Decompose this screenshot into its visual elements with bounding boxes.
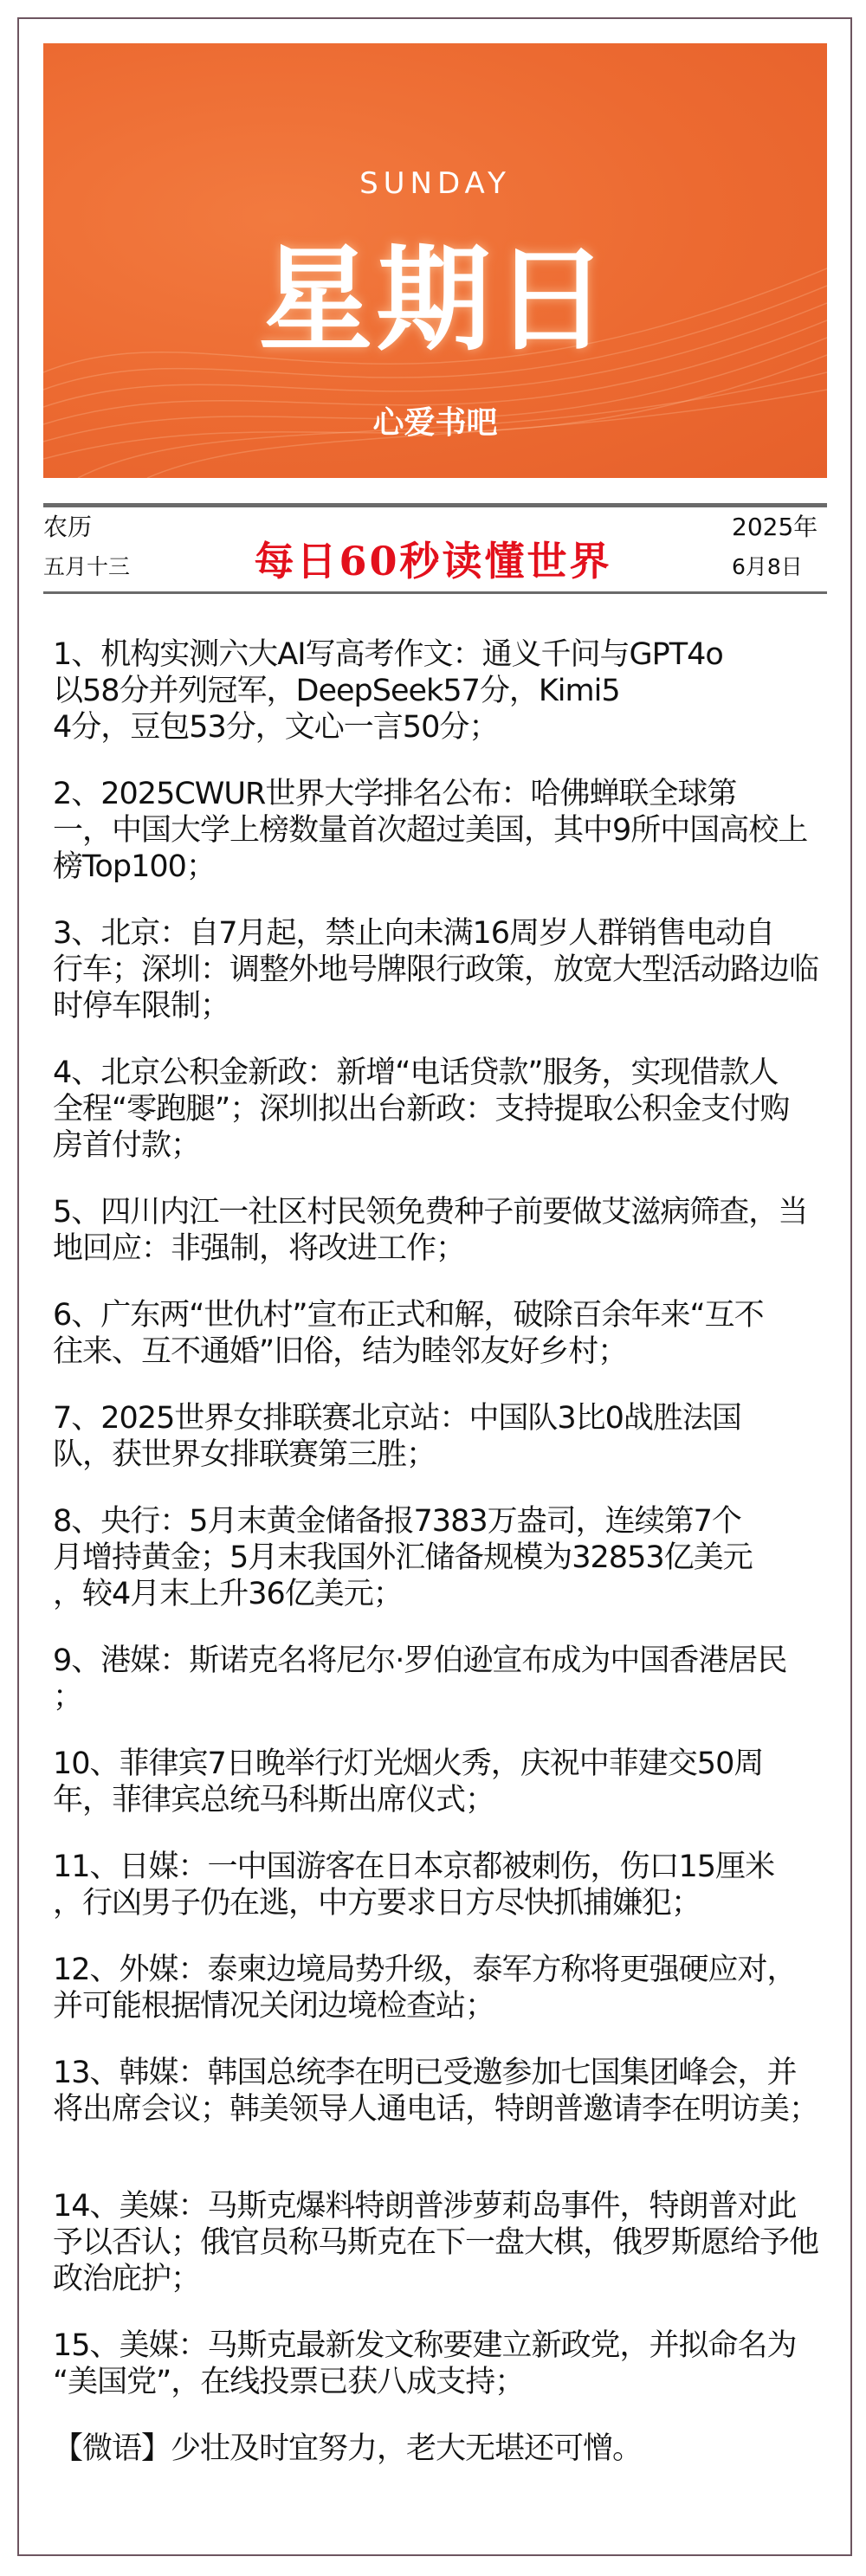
brand-name: 心爱书吧 (372, 405, 498, 441)
news-item-line: 11、日媒：一中国游客在日本京都被刺伤，伤口15厘米 (53, 1850, 775, 1884)
news-item-line: ，较4月末上升36亿美元； (53, 1577, 403, 1611)
news-item-line: 7、2025世界女排联赛北京站：中国队3比0战胜法国 (53, 1401, 741, 1436)
news-item-line: 并可能根据情况关闭边境检查站； (53, 1989, 495, 2024)
page-title: 每日60秒读懂世界 (254, 538, 612, 584)
news-item-line: 6、广东两“世仇村”宣布正式和解，破除百余年来“互不 (53, 1298, 764, 1333)
news-item (53, 2327, 850, 2400)
year-label: 2025年 (732, 513, 818, 541)
news-item-line: 时停车限制； (53, 989, 230, 1023)
news-item (53, 1503, 850, 1612)
news-item-line: ，行凶男子仍在逃，中方要求日方尽快抓捕嫌犯； (53, 1886, 701, 1921)
news-item (53, 1400, 850, 1473)
news-item (53, 636, 850, 746)
news-item-line: 一，中国大学上榜数量首次超过美国，其中9所中国高校上 (53, 813, 808, 848)
news-item (53, 1849, 850, 1921)
news-item-line: 13、韩媒：韩国总统李在明已受邀参加七国集团峰会，并 (53, 2056, 797, 2090)
news-item (53, 776, 850, 885)
news-item-line: 地回应：非强制，将改进工作； (53, 1231, 466, 1266)
news-list (53, 636, 850, 2467)
lunar-label: 农历 (43, 513, 93, 541)
news-item-line: “美国党”，在线投票已获八成支持； (53, 2365, 525, 2399)
news-item-line: 房首付款； (53, 1128, 201, 1163)
news-item-line: 往来、互不通婚”旧俗，结为睦邻友好乡村； (53, 1334, 628, 1369)
header-top-divider (43, 503, 827, 507)
news-item (53, 1952, 850, 2024)
news-item-line: 行车；深圳：调整外地号牌限行政策，放宽大型活动路边临 (53, 952, 819, 987)
news-item-line: 3、北京：自7月起，禁止向未满16周岁人群销售电动自 (53, 916, 775, 951)
daily-quote: 【微语】少壮及时宜努力，老大无堪还可憎。 (53, 2431, 643, 2466)
news-item-line: 14、美媒：马斯克爆料特朗普涉萝莉岛事件，特朗普对此 (53, 2189, 797, 2224)
news-item (53, 2055, 850, 2127)
news-item-line: 以58分并列冠军，DeepSeek57分，Kimi5 (53, 674, 620, 708)
news-item (53, 1643, 850, 1715)
weekday-chinese: 星期日 (258, 233, 612, 367)
news-item-line: 予以否认；俄官员称马斯克在下一盘大棋，俄罗斯愿给予他 (53, 2225, 819, 2260)
news-item (53, 1746, 850, 1818)
header-banner (43, 43, 827, 478)
news-item (53, 1194, 850, 1267)
date-label: 6月8日 (732, 554, 803, 579)
news-item-line: 4分，豆包53分，文心一言50分； (53, 710, 499, 745)
header-bottom-divider (43, 591, 827, 594)
news-item-line: 1、机构实测六大AI写高考作文：通义千问与GPT4o (53, 637, 723, 672)
news-item-line: 5、四川内江一社区村民领免费种子前要做艾滋病筛查，当 (53, 1195, 808, 1230)
news-item-line: 10、菲律宾7日晚举行灯光烟火秀，庆祝中菲建交50周 (53, 1746, 764, 1781)
news-item-line: 年，菲律宾总统马科斯出席仪式； (53, 1783, 495, 1817)
news-item (53, 915, 850, 1024)
news-item-line: 月增持黄金；5月末我国外汇储备规模为32853亿美元 (53, 1540, 753, 1575)
news-item-line: 2、2025CWUR世界大学排名公布：哈佛蝉联全球第 (53, 777, 737, 811)
news-item-line: 榜Top100； (53, 849, 216, 884)
news-item-line: 政治庇护； (53, 2262, 201, 2296)
news-item (53, 2188, 850, 2297)
news-item-line: 15、美媒：马斯克最新发文称要建立新政党，并拟命名为 (53, 2328, 797, 2363)
news-item-line: 队，获世界女排联赛第三胜； (53, 1437, 436, 1472)
news-item (53, 1297, 850, 1370)
news-item (53, 1055, 850, 1164)
news-item-line: 全程“零跑腿”；深圳拟出台新政：支持提取公积金支付购 (53, 1092, 790, 1127)
news-item-line: 12、外媒：泰柬边境局势升级，泰军方称将更强硬应对， (53, 1953, 797, 1987)
news-item-line: 9、港媒：斯诺克名将尼尔·罗伯逊宣布成为中国香港居民 (53, 1643, 787, 1678)
news-item-line: 4、北京公积金新政：新增“电话贷款”服务，实现借款人 (53, 1056, 779, 1090)
news-item-line: 将出席会议；韩美领导人通电话，特朗普邀请李在明访美； (53, 2092, 819, 2127)
weekday-english: SUNDAY (359, 166, 511, 201)
lunar-date: 五月十三 (43, 554, 131, 579)
news-item-line: ； (53, 1680, 83, 1714)
news-item-line: 8、央行：5月末黄金储备报7383万盎司，连续第7个 (53, 1504, 741, 1539)
